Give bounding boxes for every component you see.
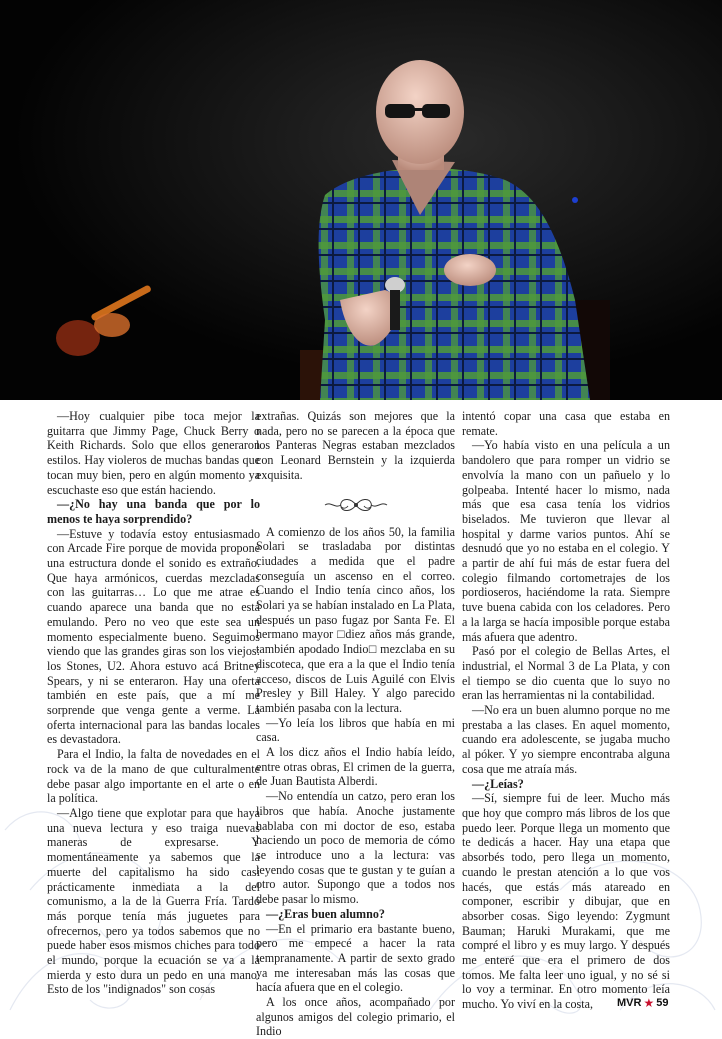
paragraph: Para el Indio, la falta de novedades en el rock va de la mano de que culturalmente debe pasar algo importante en el arte o en la política. [47, 747, 260, 806]
paragraph: —No era un buen alumno porque no me prestaba a las clases. En aquel momento, cuando era adolescente, se jugaba mucho al póker. Y yo siempre encontraba alguna cosa que me atraía más. [462, 703, 670, 776]
paragraph: —En el primario era bastante bueno, pero me empecé a hacer la rata tempranamente. A partir de sexto grado ya me interesaban más las cosas que hacía afuera que en el colegio. [256, 921, 455, 995]
paragraph: extrañas. Quizás son mejores que la nada, pero no se parecen a la época que los Panteras Negras estaban mezclados con Leonard Bernstein y la izquierda exquisita. [256, 409, 455, 482]
paragraph: —Hoy cualquier pibe toca mejor la guitarra que Jimmy Page, Chuck Berry o Keith Richards. Solo que ellos generaron estilos. Hay violeros de muchas bandas que tocan muy bien, pero en algún momento ya escuchaste eso que están haciendo. [47, 409, 260, 497]
paragraph: —Sí, siempre fui de leer. Mucho más que hoy que compro más libros de los que puedo leer. Porque llega un momento que te dedicás a hacer. Hay una etapa que absorbés todo, pero llega un momento, cuando le prestan atención a lo que vos hacés, que estás más atareado en componer, escribir y dibujar, que en absorber cosas. Sigo leyendo: Zygmunt Bauman; Haruki Murakami, que me compré el libro y es muy largo. Y después me enteré que era el primero de dos tomos. Me falta leer uno igual, y no sé si lo voy a terminar. En otro momento leía mucho. Yo viví en la costa, [462, 791, 670, 1012]
page-footer [617, 996, 668, 1010]
paragraph: —No entendía un catzo, pero eran los libros que había. Anoche justamente hablaba con mi doctor de eso, estaba haciendo un poco de memoria de cómo se introduce uno a la lectura: vas leyendo cosas que te gustan y te guían a otro autor. Supongo que a todos nos debe pasar lo mismo. [256, 789, 455, 907]
concert-photo-illustration [0, 0, 722, 400]
article-column-1 [47, 409, 260, 997]
page-number: 59 [656, 997, 669, 1009]
section-divider-ornament-icon [323, 495, 389, 515]
article-column-2 [256, 409, 455, 1039]
paragraph: —Yo había visto en una película a un bandolero que para romper un vidrio se envolvía la mano con un pañuelo y lo golpeaba. Intenté hacer lo mismo, nada más que esa casa tenía los vidrios biselados. Me tuvieron que llevar al hospital y darme varios puntos. Ahí se desnudó que yo no estaba en el colegio. Y a partir de ahí fui más de estar fuera del colegio filmando cortometrajes de los pordioseros, haciéndome la rata. Siempre tuve buena cabida con los celadores. Pero a la larga se hacía imposible porque estaba más afuera que adentro. [462, 438, 670, 644]
interview-question: —¿No hay una banda que por lo menos te haya sorprendido? [47, 497, 260, 526]
paragraph: A los once años, acompañado por algunos amigos del colegio primario, el Indio [256, 995, 455, 1039]
star-icon: ★ [643, 996, 655, 1010]
article-column-3 [462, 409, 670, 1012]
paragraph: —Yo leía los libros que había en mi casa. [256, 715, 455, 745]
concert-photo [0, 0, 722, 400]
paragraph: A comienzo de los años 50, la familia Solari se trasladaba por distintas ciudades a medida que el padre conseguía un ascenso en el correo. Cuando el Indio tenía cinco años, los Solari ya se habían instalado en La Plata, después un paso fugaz por Santa Fe. El hermano mayor □diez años más grande, también apodado Indio□ mezclaba en su discoteca, que era a la que el Indio tenía acceso, discos de Luis Aguilé con Elvis Presley y Bill Haley. Y algo parecido también pasaba con la lectura. [256, 524, 455, 715]
paragraph: Pasó por el colegio de Bellas Artes, el industrial, el Normal 3 de La Plata, y con el tiempo se dio cuenta que lo suyo no eran las herramientas ni la contabilidad. [462, 644, 670, 703]
paragraph: —Algo tiene que explotar para que haya una nueva lectura y eso traiga nuevas maneras de expresarse. Y momentáneamente ya sabemos que la muerte del capitalismo ha sido casi prácticamente inmediata a la del comunismo, a la de la Guerra Fría. Tardó más porque tenía más juguetes para ofrecernos, pero ya todos sabemos que no puede haber esos mismos chiches para todo el mundo, porque la ecuación se va a la mierda y esto dura un pedo en una mano. Esto de los "indignados" son cosas [47, 805, 260, 997]
magazine-name: MVR [617, 997, 642, 1009]
paragraph: A los dicz años el Indio había leído, entre otras obras, El crimen de la guerra, de Juan Bautista Alberdi. [256, 745, 455, 789]
paragraph: intentó copar una casa que estaba en remate. [462, 409, 670, 438]
paragraph: —Estuve y todavía estoy entusiasmado con Arcade Fire porque de movida propone una estructura donde el sonido es extraño. Que haya armónicos, cuerdas mezcladas con las guitarras… Lo que me atrae es cuando aparece una banda que no está emulando. Pero no veo que este sea un momento especialmente bueno. Seguimos viendo que las grandes giras son los viejos: los Stones, U2. Ahora estuvo acá Britney Spears, y ni se enteraron. Hay una oferta también en este país, que a mí me sorprende que venga gente a verme. La oferta internacional para las bandas locales es devastadora. [47, 526, 260, 747]
interview-question: —¿Eras buen alumno? [266, 906, 385, 921]
interview-question: —¿Leías? [472, 776, 524, 791]
